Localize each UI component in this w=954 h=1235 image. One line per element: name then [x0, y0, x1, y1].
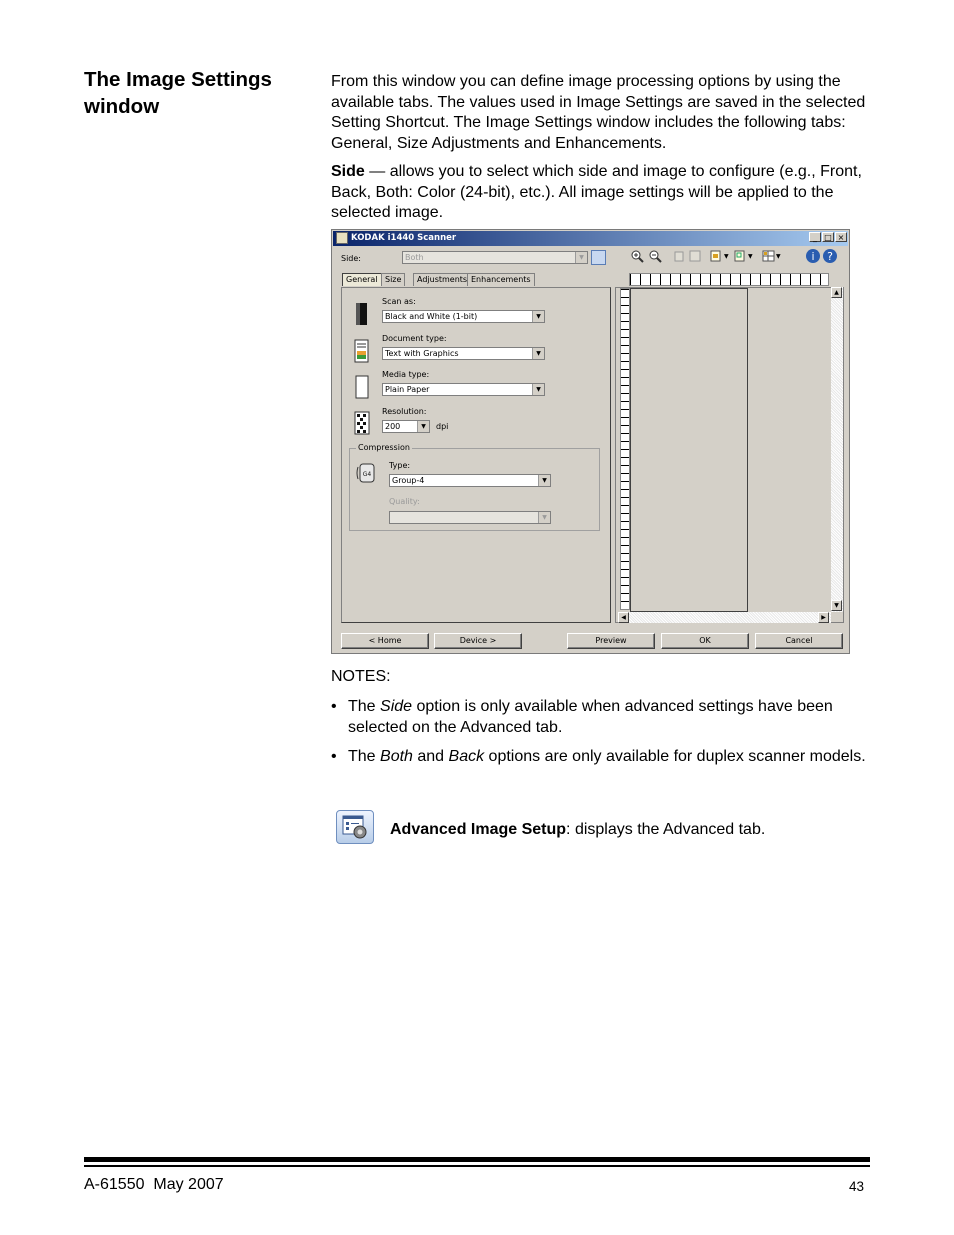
compression-group: [349, 443, 600, 531]
general-tab-panel: [341, 287, 611, 623]
window-title: KODAK i1440 Scanner: [351, 233, 457, 243]
side-label: Side:: [341, 254, 361, 263]
chevron-down-icon: ▼: [748, 253, 753, 260]
zoom-in-icon[interactable]: [630, 249, 644, 263]
note-emphasis: Side: [380, 698, 413, 715]
footer-rule: [84, 1157, 870, 1162]
note-emphasis: Back: [448, 748, 485, 765]
chevron-down-icon: ▼: [532, 311, 544, 322]
resolution-label: Resolution:: [382, 407, 427, 416]
scan-as-select[interactable]: [382, 310, 545, 323]
note-text: options are only available for duplex scanner models.: [484, 748, 866, 765]
footer-rule-thin: [84, 1165, 870, 1167]
layout-menu-icon[interactable]: [762, 249, 776, 263]
advanced-setup-icon: [336, 810, 374, 844]
notes-label: NOTES:: [331, 668, 391, 685]
tab-general[interactable]: General: [342, 273, 382, 286]
chevron-down-icon: ▼: [532, 348, 544, 359]
side-select-value: Both: [405, 253, 424, 262]
resolution-value: 200: [385, 422, 401, 431]
page-number: 43: [849, 1179, 865, 1194]
preview-page: [630, 288, 748, 612]
fit-page-icon[interactable]: [688, 249, 702, 263]
about-icon[interactable]: [805, 248, 821, 264]
chevron-down-icon: ▼: [538, 512, 550, 523]
media-type-select[interactable]: [382, 383, 545, 396]
scroll-up-icon[interactable]: ▲: [831, 287, 842, 298]
app-icon: [336, 232, 348, 244]
resolution-icon: [353, 411, 371, 435]
side-description: [331, 162, 871, 224]
image-menu-icon[interactable]: [710, 249, 724, 263]
close-button[interactable]: ×: [835, 232, 847, 242]
note-text: and: [412, 748, 449, 765]
resolution-unit: dpi: [436, 422, 449, 431]
section-heading: The Image Settings window: [84, 68, 272, 118]
scanner-window: [331, 229, 850, 654]
minimize-button[interactable]: _: [809, 232, 821, 242]
note-text: The: [348, 748, 381, 765]
tab-enhancements[interactable]: Enhancements: [467, 273, 535, 286]
bullet-icon: •: [331, 748, 337, 765]
help-icon[interactable]: [822, 248, 838, 264]
compression-type-select[interactable]: [389, 474, 551, 487]
hand-icon[interactable]: [672, 249, 686, 263]
zoom-out-icon[interactable]: [648, 249, 662, 263]
scan-as-icon: [353, 302, 371, 326]
advanced-setup-icon[interactable]: [591, 250, 606, 265]
intro-paragraph: From this window you can define image processing options by using the available tabs. The values used in Image Settings are saved in the selected Setting Shortcut. The Image Settings window includes the following tabs: General, Size Adjustments and Enhancements.: [331, 73, 866, 152]
note-item: [331, 747, 871, 789]
note-emphasis: Both: [380, 748, 413, 765]
chevron-down-icon: ▼: [776, 253, 781, 260]
scan-as-value: Black and White (1-bit): [385, 312, 478, 321]
compression-icon: [355, 461, 379, 485]
note-item: [331, 697, 871, 739]
chevron-down-icon: ▼: [532, 384, 544, 395]
side-select[interactable]: [402, 251, 588, 264]
side-term: Side: [331, 163, 365, 180]
advanced-text: : displays the Advanced tab.: [566, 821, 766, 838]
bullet-icon: •: [331, 698, 337, 715]
tab-adjustments[interactable]: Adjustments: [413, 273, 471, 286]
home-button[interactable]: < Home: [341, 633, 429, 649]
svg-text:i: i: [811, 250, 815, 263]
note-text: option is only available when advanced settings have been selected on the Advanced tab.: [348, 698, 833, 736]
chevron-down-icon: ▼: [575, 252, 587, 263]
quality-label: Quality:: [389, 497, 420, 506]
compression-label: Compression: [358, 443, 410, 452]
preview-button[interactable]: Preview: [567, 633, 655, 649]
quality-select[interactable]: [389, 511, 551, 524]
scroll-left-icon[interactable]: ◀: [618, 612, 629, 623]
type-label: Type:: [389, 461, 411, 470]
horizontal-scrollbar[interactable]: [629, 612, 831, 623]
media-type-value: Plain Paper: [385, 385, 430, 394]
svg-text:?: ?: [827, 250, 833, 263]
maximize-button[interactable]: □: [822, 232, 834, 242]
advanced-setup-description: [390, 820, 765, 840]
footer-doc-id: A-61550 May 2007: [84, 1176, 224, 1193]
window-titlebar: [333, 231, 848, 246]
note-text: The: [348, 698, 381, 715]
svg-text:G4: G4: [362, 471, 372, 478]
chevron-down-icon: ▼: [417, 421, 429, 432]
ok-button[interactable]: OK: [661, 633, 749, 649]
side-text: — allows you to select which side and image to configure (e.g., Front, Back, Both: Color (24-bit), etc.). All image settings will be applied to the selected image.: [331, 163, 862, 221]
vertical-scrollbar[interactable]: [831, 287, 843, 612]
document-type-select[interactable]: [382, 347, 545, 360]
document-type-label: Document type:: [382, 334, 447, 343]
device-button[interactable]: Device >: [434, 633, 522, 649]
tab-size[interactable]: Size: [381, 273, 405, 286]
media-type-icon: [353, 375, 371, 399]
horizontal-ruler: [629, 273, 829, 286]
document-type-icon: [353, 339, 371, 363]
document-type-value: Text with Graphics: [385, 349, 459, 358]
chevron-down-icon: ▼: [538, 475, 550, 486]
scan-as-label: Scan as:: [382, 297, 416, 306]
scroll-down-icon[interactable]: ▼: [831, 600, 842, 611]
scroll-right-icon[interactable]: ▶: [818, 612, 829, 623]
resolution-select[interactable]: [382, 420, 430, 433]
outline-menu-icon[interactable]: [734, 249, 748, 263]
vertical-ruler: [620, 288, 630, 610]
chevron-down-icon: ▼: [724, 253, 729, 260]
cancel-button[interactable]: Cancel: [755, 633, 843, 649]
compression-type-value: Group-4: [392, 476, 425, 485]
media-type-label: Media type:: [382, 370, 430, 379]
advanced-term: Advanced Image Setup: [390, 821, 567, 838]
